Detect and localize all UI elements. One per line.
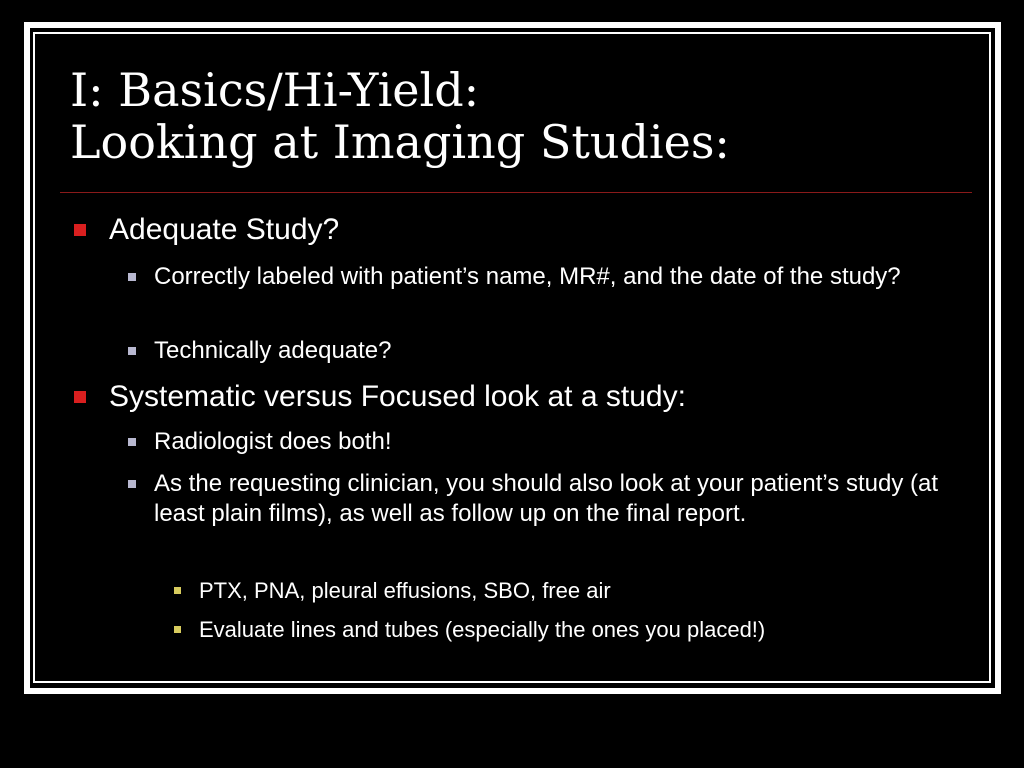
bullet-text: Adequate Study?: [109, 213, 340, 246]
bullet-text: Technically adequate?: [154, 337, 392, 364]
square-bullet-icon: [128, 273, 136, 281]
square-bullet-icon: [74, 224, 86, 236]
bullet-adequate-study: [109, 213, 339, 247]
square-bullet-icon: [174, 587, 181, 594]
subsubbullet-lines-and-tubes: [199, 616, 969, 644]
square-bullet-icon: [128, 480, 136, 488]
title-divider: [60, 192, 972, 193]
subbullet-radiologist-does-both: [154, 427, 969, 457]
subbullet-correctly-labeled: [154, 262, 969, 292]
subbullet-technically-adequate: [154, 336, 969, 366]
bullet-text: Radiologist does both!: [154, 428, 392, 455]
bullet-text: Correctly labeled with patient’s name, MR#, and the date of the study?: [154, 263, 901, 290]
title-line-1: I: Basics/Hi-Yield:: [70, 63, 480, 117]
subbullet-requesting-clinician: [154, 469, 969, 529]
title-line-2: Looking at Imaging Studies:: [70, 115, 730, 169]
square-bullet-icon: [174, 626, 181, 633]
square-bullet-icon: [74, 391, 86, 403]
bullet-text: As the requesting clinician, you should also look at your patient’s study (at least plain films), as well as follow up on the final report.: [154, 470, 939, 527]
bullet-text: Evaluate lines and tubes (especially the ones you placed!): [199, 617, 766, 642]
bullet-text: PTX, PNA, pleural effusions, SBO, free air: [199, 578, 611, 603]
bullet-systematic-vs-focused: [109, 380, 686, 414]
subsubbullet-ptx-pna: [199, 577, 969, 605]
square-bullet-icon: [128, 347, 136, 355]
square-bullet-icon: [128, 438, 136, 446]
slide-title: [70, 64, 730, 168]
bullet-text: Systematic versus Focused look at a study:: [109, 380, 686, 413]
